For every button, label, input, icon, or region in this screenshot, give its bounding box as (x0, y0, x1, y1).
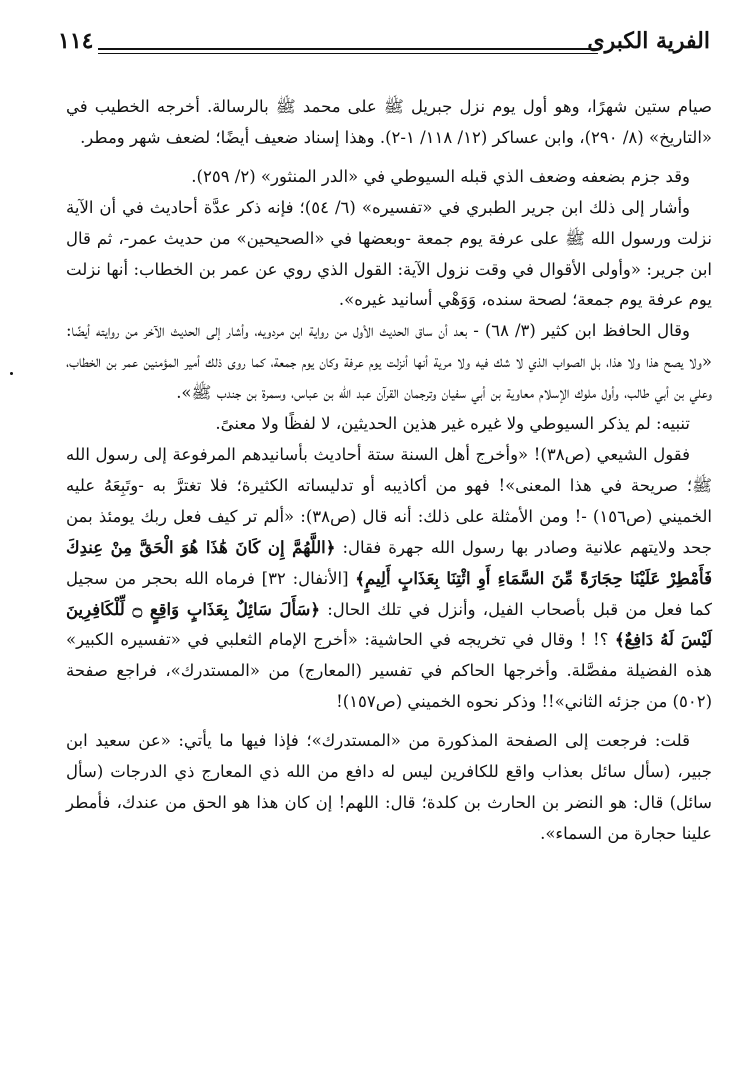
page-body (66, 92, 712, 850)
paragraph: تنبيه: لم يذكر السيوطي ولا غيره غير هذين الحديثين، لا لفظًا ولا معنىً. (215, 414, 690, 434)
quran-verse: ﴿اللَّهُمَّ إِن كَانَ هَٰذَا هُوَ الْحَقَّ مِنْ عِندِكَ فَأَمْطِرْ عَلَيْنَا حِجَارَةً مِّنَ السَّمَاءِ أَوِ ائْتِنَا بِعَذَابٍ أَلِيمٍ﴾ (66, 537, 712, 588)
paragraph: وقد جزم بضعفه وضعف الذي قبله السيوطي في «الدر المنثور» (٢/ ٢٥٩). (191, 166, 690, 186)
page-header (58, 28, 710, 68)
paragraph-text: ؟! ! وقال في تخريجه في الحاشية: «أخرج الإمام الثعلبي في «تفسيره الكبير» هذه الفضيلة مفصَّلة. وأخرجها الحاكم في تفسير (المعارج) من «المستدرك»، فراجع صفحة (٥٠٢) من جزئه الثاني»!! وذكر نحوه الخميني (ص١٥٧)! (66, 630, 712, 712)
paragraph: صيام ستين شهرًا، وهو أول يوم نزل جبريل ﷺ على محمد ﷺ بالرسالة. أخرجه الخطيب في «التاريخ» (٨/ ٢٩٠)، وابن عساكر (١٢/ ١١٨/ ١-٢). وهذا إسناد ضعيف أيضًا؛ لضعف شهر ومطر. (66, 97, 712, 147)
book-title: الفرية الكبرى (587, 28, 710, 54)
header-rule (98, 48, 598, 50)
margin-mark (10, 372, 13, 375)
paragraph: وقال الحافظ ابن كثير (٣/ ٦٨) - بعد أن ساق الحديث الأول من رواية ابن مردويه، وأشار إلى الحديث الآخر من روايته أيضًا: «ولا يصح هذا ولا هذا، بل الصواب الذي لا شك فيه ولا مرية أنها أنزلت يوم عرفة وكان يوم جمعة، كما روى ذلك أمير المؤمنين عمر بن الخطاب، وعلي بن أبي طالب، وأول ملوك الإسلام معاوية بن أبي سفيان وترجمان القرآن عبد الله بن عباس، وسمرة بن جندب ﷺ». (66, 321, 712, 403)
paragraph: قلت: فرجعت إلى الصفحة المذكورة من «المستدرك»؛ فإذا فيها ما يأتي: «عن سعيد ابن جبير، (سأل سائل بعذاب واقع للكافرين ليس له دافع من الله ذي المعارج ذي الدرجات (سأل سائل) قال: هو النضر بن الحارث بن كلدة؛ قال: اللهم! إن كان هذا هو الحق من عندك، فأمطر علينا حجارة من السماء». (66, 731, 712, 843)
paragraph: وأشار إلى ذلك ابن جرير الطبري في «تفسيره» (٦/ ٥٤)؛ فإنه ذكر عدَّة أحاديث في أن الآية نزلت ورسول الله ﷺ على عرفة يوم جمعة -وبعضها في «الصحيحين» من حديث عمر-، ثم قال ابن جرير: «وأولى الأقوال في وقت نزول الآية: القول الذي روي عن عمر بن الخطاب: أنها نزلت يوم عرفة يوم جمعة؛ لصحة سنده، وَوَهْي أسانيد غيره». (66, 197, 712, 310)
quran-verse: ﴿سَأَلَ سَائِلٌ بِعَذَابٍ وَاقِعٍ ۝ لِّلْكَافِرِينَ لَيْسَ لَهُ دَافِعٌ﴾ (66, 599, 712, 650)
paragraph-text: [الأنفال: ٣٢] فرماه الله بحجر من سجيل كما فعل من قبل بأصحاب الفيل، وأنزل في تلك الحال: (66, 568, 712, 619)
paragraph-text: فقول الشيعي (ص٣٨)! «وأخرج أهل السنة ستة أحاديث بأسانيدهم المرفوعة إلى رسول الله ﷺ؛ صريحة في هذا المعنى»! فهو من أكاذيبه أو تدليساته الكثيرة؛ فلا تغترَّ به -وتَبِعَهُ عليه الخميني (ص١٥٦) -! ومن الأمثلة على ذلك: أنه قال (ص٣٨): «ألم تر كيف فعل ربك يومئذ بمن جحد ولايتهم علانية وصادر بها رسول الله جهرة فقال: (66, 444, 712, 557)
header-rule-thin (98, 53, 598, 54)
paragraph (66, 440, 712, 718)
page-number: ١١٤ (58, 28, 94, 54)
